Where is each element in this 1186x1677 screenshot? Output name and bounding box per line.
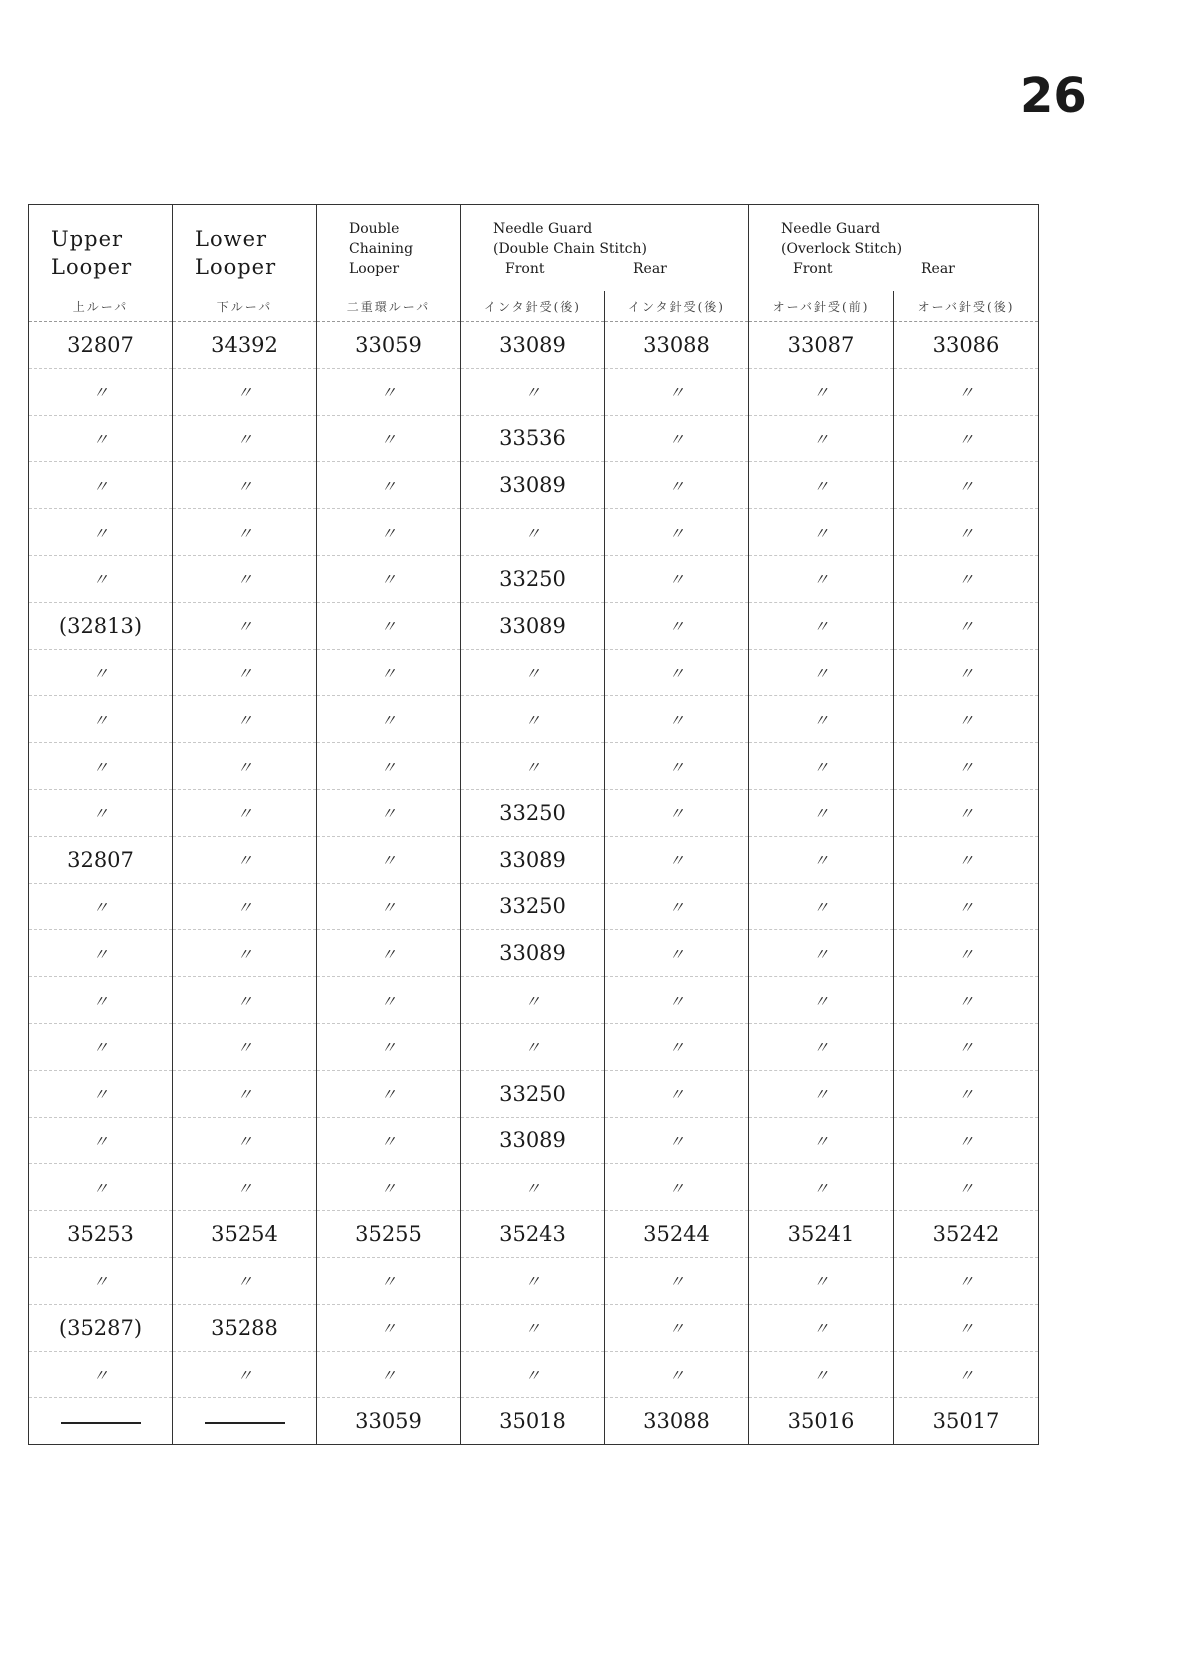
table-cell: 〃 — [894, 1070, 1039, 1117]
table-row — [29, 1070, 1039, 1117]
table-cell: 〃 — [894, 602, 1039, 649]
table-row — [29, 1164, 1039, 1211]
table-cell: 33088 — [605, 322, 749, 369]
table-cell: 33089 — [461, 322, 605, 369]
table-cell: 33089 — [461, 1117, 605, 1164]
table-cell: 35016 — [749, 1398, 894, 1445]
table-cell: 〃 — [894, 555, 1039, 602]
table-cell: 〃 — [29, 509, 173, 556]
table-cell: 〃 — [29, 696, 173, 743]
table-row — [29, 462, 1039, 509]
table-cell: (32813) — [29, 602, 173, 649]
table-row — [29, 555, 1039, 602]
table-cell: 〃 — [461, 977, 605, 1024]
table-cell: 〃 — [173, 462, 317, 509]
table-cell: 〃 — [29, 930, 173, 977]
table-cell: 〃 — [605, 415, 749, 462]
table-cell: 〃 — [29, 743, 173, 790]
table-cell: 〃 — [749, 883, 894, 930]
table-row — [29, 1398, 1039, 1445]
table-row — [29, 789, 1039, 836]
table-cell: 〃 — [894, 1304, 1039, 1351]
table-cell: 〃 — [749, 415, 894, 462]
table-cell: 〃 — [894, 649, 1039, 696]
jp-label: インタ針受(後) — [461, 291, 605, 322]
table-cell: 〃 — [173, 602, 317, 649]
table-cell: 〃 — [461, 1164, 605, 1211]
table-cell: 〃 — [894, 509, 1039, 556]
table-row — [29, 322, 1039, 369]
table-cell: 33087 — [749, 322, 894, 369]
table-cell: 〃 — [317, 509, 461, 556]
table-cell: 〃 — [317, 602, 461, 649]
table-cell: 〃 — [317, 789, 461, 836]
jp-label: オーバ針受(後) — [894, 291, 1039, 322]
table-cell: 〃 — [894, 1117, 1039, 1164]
table-cell: 35018 — [461, 1398, 605, 1445]
jp-label: インタ針受(後) — [605, 291, 749, 322]
table-cell: 〃 — [173, 836, 317, 883]
table-cell: 〃 — [461, 1351, 605, 1398]
table-cell: 32807 — [29, 836, 173, 883]
table-cell: 33088 — [605, 1398, 749, 1445]
table-cell: 〃 — [605, 555, 749, 602]
table-cell: 〃 — [317, 415, 461, 462]
table-cell: 〃 — [317, 1351, 461, 1398]
table-cell: 〃 — [605, 930, 749, 977]
table-row — [29, 1211, 1039, 1258]
table-cell: 〃 — [749, 462, 894, 509]
table-cell: 〃 — [173, 696, 317, 743]
header-double-chaining-looper: Double Chaining Looper — [317, 205, 461, 292]
header-row — [29, 205, 1039, 292]
table-row — [29, 509, 1039, 556]
table-cell: 32807 — [29, 322, 173, 369]
table-cell: 〃 — [29, 789, 173, 836]
table-cell: 〃 — [605, 696, 749, 743]
table-cell: 〃 — [894, 1023, 1039, 1070]
table-cell: 〃 — [605, 1023, 749, 1070]
header-lower-looper: Lower Looper — [173, 205, 317, 292]
table-cell: 35255 — [317, 1211, 461, 1258]
table-cell: 33089 — [461, 462, 605, 509]
table-cell: 33059 — [317, 1398, 461, 1445]
table-cell: 〃 — [317, 1070, 461, 1117]
jp-label: 二重環ルーパ — [317, 291, 461, 322]
table-cell: 34392 — [173, 322, 317, 369]
table-cell: 〃 — [461, 696, 605, 743]
table-row — [29, 602, 1039, 649]
table-cell: 〃 — [29, 1070, 173, 1117]
jp-label-row — [29, 291, 1039, 322]
table-cell: 〃 — [461, 368, 605, 415]
table-cell: 33250 — [461, 1070, 605, 1117]
parts-rows — [29, 322, 1039, 1445]
table-cell: 〃 — [173, 883, 317, 930]
table-cell: 〃 — [605, 509, 749, 556]
table-cell: 〃 — [894, 368, 1039, 415]
table-cell — [29, 1398, 173, 1445]
table-cell: 〃 — [173, 743, 317, 790]
table-cell: 〃 — [173, 415, 317, 462]
table-cell: 〃 — [605, 1257, 749, 1304]
table-cell: 〃 — [749, 977, 894, 1024]
table-cell: 〃 — [894, 883, 1039, 930]
table-cell: 33089 — [461, 602, 605, 649]
table-row — [29, 1351, 1039, 1398]
table-cell: 〃 — [317, 555, 461, 602]
table-cell: 〃 — [894, 789, 1039, 836]
table-cell: 〃 — [317, 649, 461, 696]
table-row — [29, 368, 1039, 415]
table-cell: 35288 — [173, 1304, 317, 1351]
table-cell: 〃 — [894, 696, 1039, 743]
table-cell: 33086 — [894, 322, 1039, 369]
table-row — [29, 415, 1039, 462]
not-applicable-dash — [61, 1422, 141, 1424]
table-cell: 〃 — [894, 836, 1039, 883]
table-cell: 〃 — [749, 649, 894, 696]
table-cell: 35244 — [605, 1211, 749, 1258]
table-cell: 〃 — [749, 555, 894, 602]
table-row — [29, 883, 1039, 930]
table-cell: 35254 — [173, 1211, 317, 1258]
table-cell: 〃 — [749, 1304, 894, 1351]
table-cell: 〃 — [749, 743, 894, 790]
table-cell: 〃 — [461, 649, 605, 696]
table-cell: 〃 — [749, 602, 894, 649]
table-cell: 〃 — [749, 368, 894, 415]
table-cell: 〃 — [461, 1257, 605, 1304]
table-cell: 35241 — [749, 1211, 894, 1258]
table-cell: 35017 — [894, 1398, 1039, 1445]
table-row — [29, 930, 1039, 977]
table-cell: 〃 — [173, 509, 317, 556]
table-cell: 〃 — [173, 1351, 317, 1398]
table-cell: 〃 — [29, 649, 173, 696]
table-cell: 〃 — [173, 789, 317, 836]
table-cell: 〃 — [317, 1257, 461, 1304]
table-row — [29, 1257, 1039, 1304]
table-cell: 〃 — [605, 1351, 749, 1398]
table-row — [29, 696, 1039, 743]
jp-label: 上ルーパ — [29, 291, 173, 322]
table-cell: 33089 — [461, 836, 605, 883]
table-cell: 〃 — [894, 1351, 1039, 1398]
jp-label: オーバ針受(前) — [749, 291, 894, 322]
table-cell: 〃 — [749, 1164, 894, 1211]
table-cell: 〃 — [29, 368, 173, 415]
table-cell: 〃 — [173, 1164, 317, 1211]
jp-label: 下ルーパ — [173, 291, 317, 322]
table-cell: 〃 — [29, 883, 173, 930]
table-cell: 〃 — [317, 883, 461, 930]
table-cell: 〃 — [605, 1164, 749, 1211]
table-row — [29, 977, 1039, 1024]
table-cell: 〃 — [317, 1023, 461, 1070]
table-cell: 〃 — [894, 977, 1039, 1024]
table-cell: 33059 — [317, 322, 461, 369]
table-cell: 〃 — [605, 789, 749, 836]
table-cell: 〃 — [317, 1117, 461, 1164]
table-cell: 〃 — [461, 509, 605, 556]
table-cell: 〃 — [173, 1023, 317, 1070]
table-cell: 〃 — [461, 743, 605, 790]
table-cell: 〃 — [894, 930, 1039, 977]
table-cell: 〃 — [605, 649, 749, 696]
table-cell: 〃 — [749, 1351, 894, 1398]
table-cell: 〃 — [173, 368, 317, 415]
table-cell: 〃 — [461, 1304, 605, 1351]
table-cell: 〃 — [317, 977, 461, 1024]
table-cell: 〃 — [29, 462, 173, 509]
not-applicable-dash — [205, 1422, 285, 1424]
table-cell: 33089 — [461, 930, 605, 977]
table-row — [29, 649, 1039, 696]
table-cell: 33250 — [461, 555, 605, 602]
table-cell: 〃 — [29, 555, 173, 602]
table-cell: 〃 — [749, 696, 894, 743]
table-cell: 〃 — [173, 649, 317, 696]
table-cell: 〃 — [317, 930, 461, 977]
table-cell: 〃 — [173, 1070, 317, 1117]
table-cell: 〃 — [317, 1304, 461, 1351]
table-cell: 〃 — [29, 415, 173, 462]
table-cell: 〃 — [749, 1070, 894, 1117]
table-cell: 〃 — [749, 836, 894, 883]
table-cell: 〃 — [317, 1164, 461, 1211]
table-cell: 〃 — [605, 602, 749, 649]
page-number: 26 — [1020, 68, 1087, 124]
table-cell: 〃 — [173, 1117, 317, 1164]
table-cell: 〃 — [605, 368, 749, 415]
table-cell: 〃 — [605, 743, 749, 790]
table-cell: 〃 — [605, 977, 749, 1024]
table-cell: 33250 — [461, 789, 605, 836]
table-cell: 〃 — [29, 1117, 173, 1164]
table-cell: 35242 — [894, 1211, 1039, 1258]
table-cell: 〃 — [749, 509, 894, 556]
table-cell: 〃 — [605, 1117, 749, 1164]
table-cell: 〃 — [173, 930, 317, 977]
table-cell: 〃 — [29, 1023, 173, 1070]
table-row — [29, 836, 1039, 883]
table-cell: 〃 — [317, 743, 461, 790]
table-cell: 〃 — [173, 1257, 317, 1304]
table-cell: 〃 — [29, 1257, 173, 1304]
table-cell: 〃 — [605, 836, 749, 883]
table-cell: 〃 — [173, 977, 317, 1024]
table-cell: 〃 — [29, 1351, 173, 1398]
table-cell: 35243 — [461, 1211, 605, 1258]
table-cell: 〃 — [317, 836, 461, 883]
table-cell: 〃 — [173, 555, 317, 602]
table-row — [29, 1304, 1039, 1351]
table-cell: 〃 — [894, 743, 1039, 790]
table-cell: 〃 — [894, 415, 1039, 462]
table-cell: 〃 — [461, 1023, 605, 1070]
header-needle-guard-overlock: Needle Guard (Overlock Stitch) Front Rear — [749, 205, 1039, 292]
table-row — [29, 743, 1039, 790]
header-upper-looper: Upper Looper — [29, 205, 173, 292]
table-cell — [173, 1398, 317, 1445]
table-cell: 〃 — [749, 1023, 894, 1070]
table-row — [29, 1117, 1039, 1164]
table-cell: 〃 — [605, 1070, 749, 1117]
table-row — [29, 1023, 1039, 1070]
table-cell: 〃 — [605, 462, 749, 509]
table-cell: 〃 — [605, 1304, 749, 1351]
table-cell: 〃 — [317, 368, 461, 415]
table-cell: 〃 — [605, 883, 749, 930]
table-cell: 〃 — [894, 462, 1039, 509]
table-cell: (35287) — [29, 1304, 173, 1351]
table-cell: 〃 — [29, 1164, 173, 1211]
table-cell: 33250 — [461, 883, 605, 930]
table-cell: 〃 — [894, 1164, 1039, 1211]
parts-table — [28, 204, 1039, 1445]
table-cell: 〃 — [29, 977, 173, 1024]
table-cell: 35253 — [29, 1211, 173, 1258]
table-cell: 〃 — [749, 789, 894, 836]
table-cell: 〃 — [749, 1257, 894, 1304]
table-cell: 33536 — [461, 415, 605, 462]
header-needle-guard-double-chain: Needle Guard (Double Chain Stitch) Front Rear — [461, 205, 749, 292]
table-cell: 〃 — [317, 696, 461, 743]
table-cell: 〃 — [749, 930, 894, 977]
table-cell: 〃 — [749, 1117, 894, 1164]
table-cell: 〃 — [894, 1257, 1039, 1304]
table-cell: 〃 — [317, 462, 461, 509]
